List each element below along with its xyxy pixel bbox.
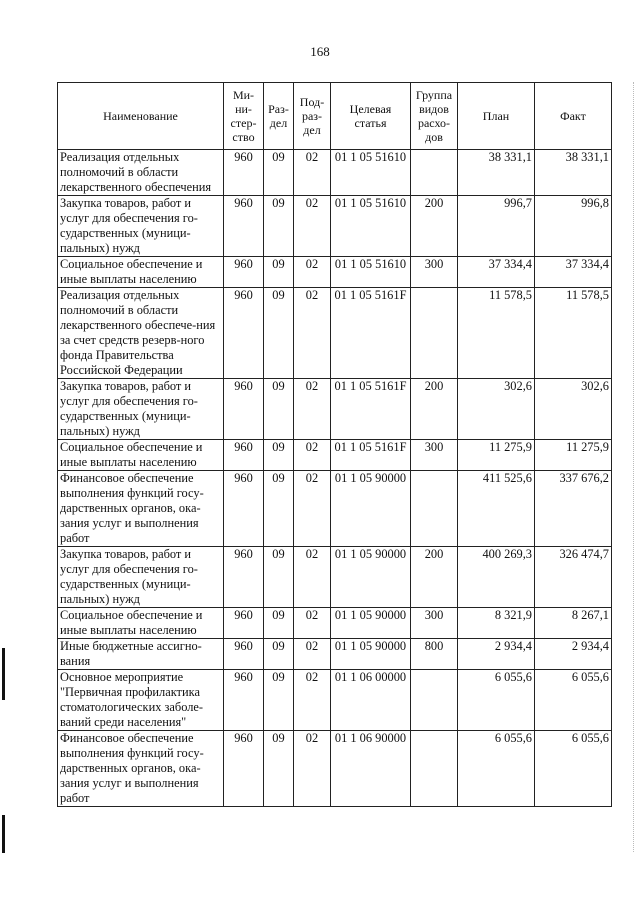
cell-name: Иные бюджетные ассигно-вания <box>58 639 224 670</box>
cell-target: 01 1 06 00000 <box>331 670 411 731</box>
cell-section: 09 <box>264 150 294 196</box>
cell-subsection: 02 <box>294 608 331 639</box>
cell-ministry: 960 <box>224 257 264 288</box>
cell-section: 09 <box>264 547 294 608</box>
cell-expense-group: 200 <box>411 379 458 440</box>
cell-target: 01 1 05 5161F <box>331 440 411 471</box>
page-edge-line <box>633 82 635 852</box>
cell-subsection: 02 <box>294 440 331 471</box>
budget-table <box>57 82 612 807</box>
cell-name: Закупка товаров, работ и услуг для обеспечения го-сударственных (муници-пальных) нужд <box>58 196 224 257</box>
header-plan: План <box>458 83 535 150</box>
cell-name: Финансовое обеспечение выполнения функций госу-дарственных органов, ока-зания услуг и выполнения работ <box>58 471 224 547</box>
cell-subsection: 02 <box>294 150 331 196</box>
cell-section: 09 <box>264 639 294 670</box>
page-number: 168 <box>310 44 330 59</box>
header-section: Раз- дел <box>264 83 294 150</box>
cell-ministry: 960 <box>224 547 264 608</box>
cell-name: Закупка товаров, работ и услуг для обеспечения го-сударственных (муници-пальных) нужд <box>58 547 224 608</box>
cell-plan: 6 055,6 <box>458 670 535 731</box>
cell-expense-group <box>411 150 458 196</box>
cell-name: Реализация отдельных полномочий в области лекарственного обеспече-ния за счет средств резерв-ного фонда Правительства Российской Федерации <box>58 288 224 379</box>
cell-expense-group: 800 <box>411 639 458 670</box>
cell-plan: 11 578,5 <box>458 288 535 379</box>
header-expense-group: Группа видов расхо- дов <box>411 83 458 150</box>
table-row <box>58 440 612 471</box>
header-name: Наименование <box>58 83 224 150</box>
cell-name: Социальное обеспечение и иные выплаты населению <box>58 257 224 288</box>
cell-plan: 38 331,1 <box>458 150 535 196</box>
cell-section: 09 <box>264 670 294 731</box>
cell-ministry: 960 <box>224 670 264 731</box>
margin-mark <box>2 648 5 700</box>
table-row <box>58 150 612 196</box>
cell-ministry: 960 <box>224 288 264 379</box>
cell-name: Социальное обеспечение и иные выплаты населению <box>58 440 224 471</box>
table-row <box>58 639 612 670</box>
cell-ministry: 960 <box>224 379 264 440</box>
cell-ministry: 960 <box>224 731 264 807</box>
cell-expense-group <box>411 288 458 379</box>
cell-subsection: 02 <box>294 471 331 547</box>
cell-expense-group <box>411 670 458 731</box>
cell-plan: 996,7 <box>458 196 535 257</box>
cell-fact: 11 275,9 <box>535 440 612 471</box>
cell-target: 01 1 05 51610 <box>331 257 411 288</box>
table-row <box>58 196 612 257</box>
cell-target: 01 1 05 90000 <box>331 639 411 670</box>
table-row <box>58 608 612 639</box>
cell-ministry: 960 <box>224 440 264 471</box>
header-ministry: Ми- ни- стер- ство <box>224 83 264 150</box>
cell-subsection: 02 <box>294 379 331 440</box>
cell-fact: 38 331,1 <box>535 150 612 196</box>
cell-plan: 6 055,6 <box>458 731 535 807</box>
table-row <box>58 379 612 440</box>
cell-expense-group: 200 <box>411 547 458 608</box>
table-row <box>58 547 612 608</box>
cell-plan: 2 934,4 <box>458 639 535 670</box>
cell-section: 09 <box>264 440 294 471</box>
cell-fact: 6 055,6 <box>535 731 612 807</box>
cell-plan: 302,6 <box>458 379 535 440</box>
cell-plan: 11 275,9 <box>458 440 535 471</box>
cell-plan: 37 334,4 <box>458 257 535 288</box>
cell-fact: 37 334,4 <box>535 257 612 288</box>
cell-name: Закупка товаров, работ и услуг для обеспечения го-сударственных (муници-пальных) нужд <box>58 379 224 440</box>
cell-section: 09 <box>264 731 294 807</box>
cell-ministry: 960 <box>224 639 264 670</box>
cell-expense-group: 300 <box>411 440 458 471</box>
cell-target: 01 1 05 90000 <box>331 547 411 608</box>
cell-subsection: 02 <box>294 547 331 608</box>
cell-fact: 2 934,4 <box>535 639 612 670</box>
header-target: Целевая статья <box>331 83 411 150</box>
cell-ministry: 960 <box>224 608 264 639</box>
cell-fact: 11 578,5 <box>535 288 612 379</box>
cell-section: 09 <box>264 379 294 440</box>
header-subsection: Под- раз- дел <box>294 83 331 150</box>
cell-plan: 400 269,3 <box>458 547 535 608</box>
cell-target: 01 1 05 51610 <box>331 196 411 257</box>
cell-fact: 8 267,1 <box>535 608 612 639</box>
cell-section: 09 <box>264 471 294 547</box>
cell-target: 01 1 05 90000 <box>331 471 411 547</box>
cell-expense-group: 200 <box>411 196 458 257</box>
cell-name: Финансовое обеспечение выполнения функций госу-дарственных органов, ока-зания услуг и выполнения работ <box>58 731 224 807</box>
cell-fact: 996,8 <box>535 196 612 257</box>
cell-subsection: 02 <box>294 196 331 257</box>
cell-section: 09 <box>264 196 294 257</box>
table-row <box>58 670 612 731</box>
cell-section: 09 <box>264 257 294 288</box>
cell-section: 09 <box>264 288 294 379</box>
cell-expense-group: 300 <box>411 257 458 288</box>
header-fact: Факт <box>535 83 612 150</box>
cell-target: 01 1 05 90000 <box>331 608 411 639</box>
cell-name: Основное мероприятие "Первичная профилактика стоматологических заболе-ваний среди населения" <box>58 670 224 731</box>
header-row <box>58 83 612 150</box>
cell-subsection: 02 <box>294 670 331 731</box>
cell-expense-group <box>411 471 458 547</box>
cell-subsection: 02 <box>294 639 331 670</box>
cell-ministry: 960 <box>224 150 264 196</box>
cell-target: 01 1 05 5161F <box>331 379 411 440</box>
cell-target: 01 1 05 5161F <box>331 288 411 379</box>
table-row <box>58 471 612 547</box>
cell-subsection: 02 <box>294 731 331 807</box>
cell-fact: 326 474,7 <box>535 547 612 608</box>
cell-target: 01 1 06 90000 <box>331 731 411 807</box>
cell-fact: 337 676,2 <box>535 471 612 547</box>
cell-ministry: 960 <box>224 471 264 547</box>
table-row <box>58 731 612 807</box>
cell-plan: 8 321,9 <box>458 608 535 639</box>
table-row <box>58 288 612 379</box>
cell-name: Социальное обеспечение и иные выплаты населению <box>58 608 224 639</box>
table-row <box>58 257 612 288</box>
cell-target: 01 1 05 51610 <box>331 150 411 196</box>
cell-plan: 411 525,6 <box>458 471 535 547</box>
cell-expense-group: 300 <box>411 608 458 639</box>
cell-section: 09 <box>264 608 294 639</box>
margin-mark <box>2 815 5 853</box>
cell-subsection: 02 <box>294 288 331 379</box>
cell-expense-group <box>411 731 458 807</box>
cell-name: Реализация отдельных полномочий в области лекарственного обеспечения <box>58 150 224 196</box>
cell-fact: 6 055,6 <box>535 670 612 731</box>
cell-fact: 302,6 <box>535 379 612 440</box>
cell-ministry: 960 <box>224 196 264 257</box>
cell-subsection: 02 <box>294 257 331 288</box>
